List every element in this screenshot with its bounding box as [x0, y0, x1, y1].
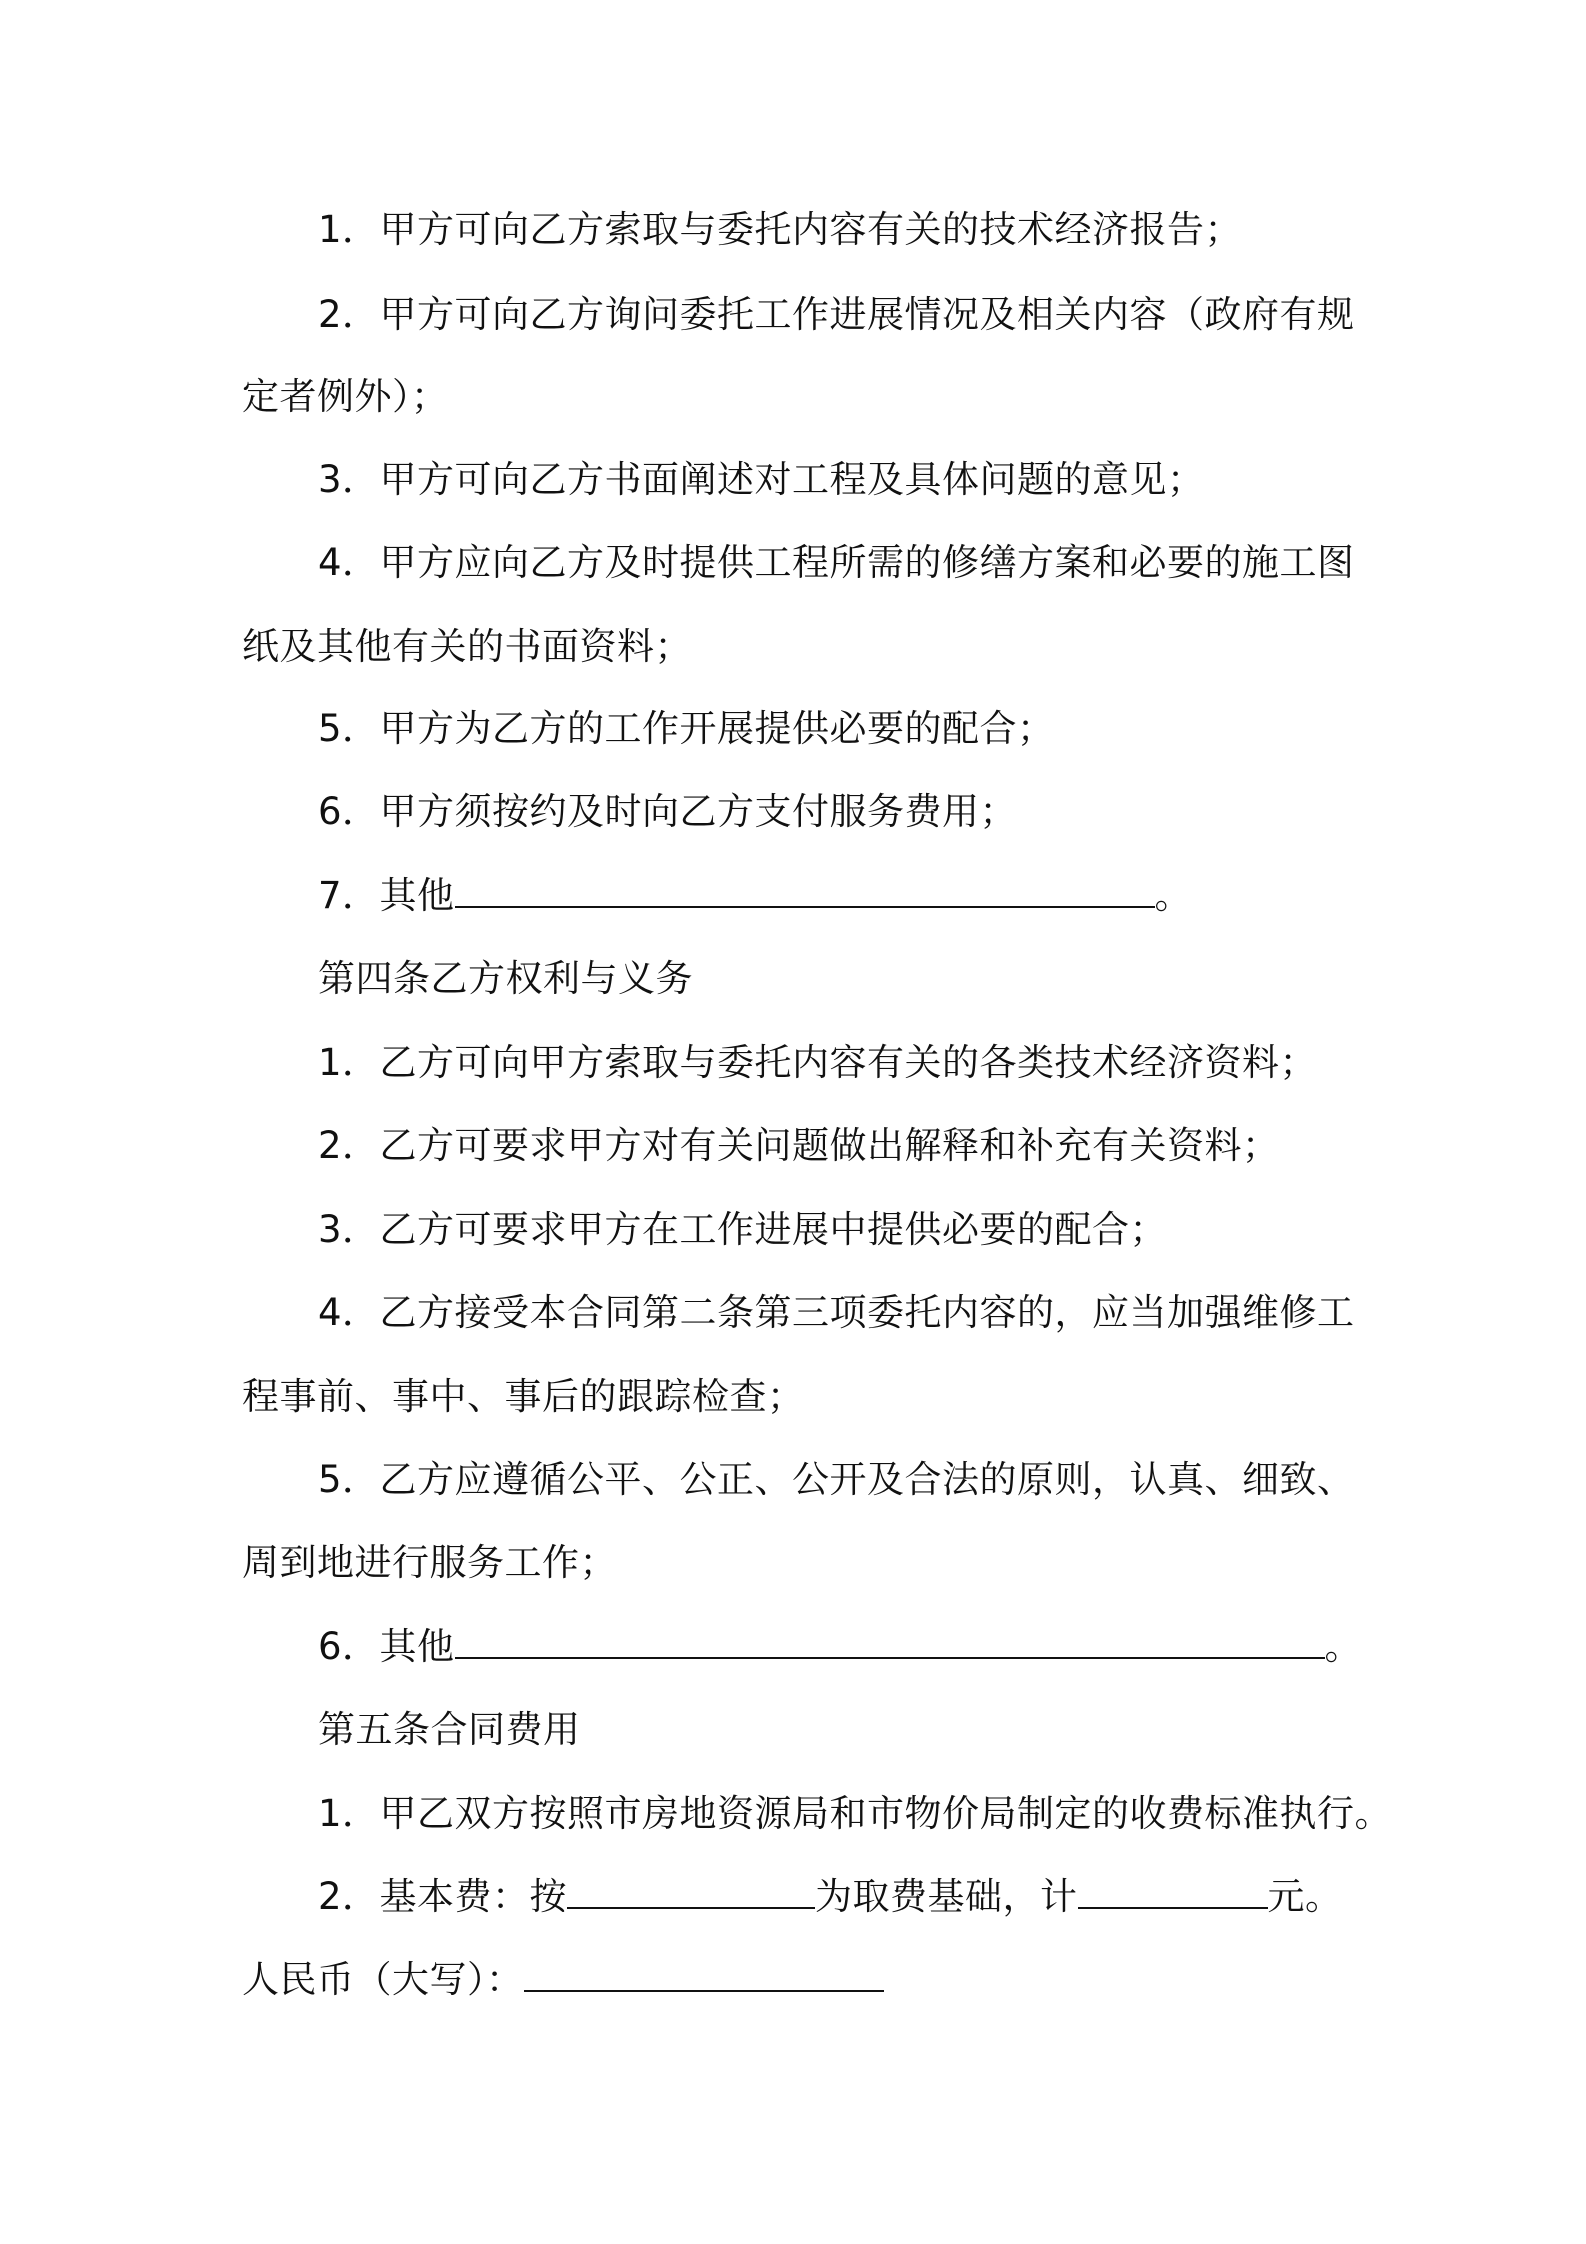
- paragraph-b-6: [242, 1622, 1498, 1672]
- fee-suffix: 元。: [1267, 1875, 1343, 1918]
- other-1-prefix: 7．其他: [318, 874, 455, 917]
- other-2-suffix: 。: [1324, 1625, 1363, 1668]
- paragraph-b-5: 5．乙方应遵循公平、公正、公开及合法的原则，认真、细致、: [318, 1458, 1355, 1501]
- paragraph-a-2: 2．甲方可向乙方询问委托工作进展情况及相关内容（政府有规: [318, 293, 1355, 336]
- other-2-blank: [455, 1627, 1325, 1659]
- paragraph-a-4: 4．甲方应向乙方及时提供工程所需的修缮方案和必要的施工图: [318, 541, 1355, 584]
- paragraph-c-2-cont: [242, 1955, 1422, 2005]
- paragraph-c-2: [242, 1872, 1498, 1922]
- paragraph-a-5: 5．甲方为乙方的工作开展提供必要的配合；: [318, 707, 1055, 750]
- paragraph-a-1: 1．甲方可向乙方索取与委托内容有关的技术经济报告；: [318, 208, 1243, 251]
- fee-middle: 为取费基础，计: [815, 1875, 1078, 1918]
- paragraph-c-1: 1．甲乙双方按照市房地资源局和市物价局制定的收费标准执行。: [318, 1792, 1393, 1835]
- other-2-prefix: 6．其他: [318, 1625, 455, 1668]
- fee-prefix: 2．基本费：按: [318, 1875, 568, 1918]
- article-5-heading: 第五条合同费用: [318, 1708, 581, 1751]
- fee-amount-blank: [1078, 1877, 1268, 1909]
- rmb-blank: [524, 1960, 884, 1992]
- paragraph-b-1: 1．乙方可向甲方索取与委托内容有关的各类技术经济资料；: [318, 1041, 1318, 1084]
- rmb-prefix: 人民币（大写）：: [242, 1958, 524, 2001]
- paragraph-b-5-cont: 周到地进行服务工作；: [242, 1541, 617, 1584]
- fee-basis-blank: [567, 1877, 815, 1909]
- paragraph-b-2: 2．乙方可要求甲方对有关问题做出解释和补充有关资料；: [318, 1124, 1280, 1167]
- paragraph-a-4-cont: 纸及其他有关的书面资料；: [242, 625, 692, 668]
- paragraph-a-7: [242, 871, 1498, 921]
- article-4-heading: 第四条乙方权利与义务: [318, 957, 693, 1000]
- paragraph-b-4-cont: 程事前、事中、事后的跟踪检查；: [242, 1375, 805, 1418]
- paragraph-a-3: 3．甲方可向乙方书面阐述对工程及具体问题的意见；: [318, 458, 1205, 501]
- other-1-suffix: 。: [1154, 874, 1193, 917]
- paragraph-b-4: 4．乙方接受本合同第二条第三项委托内容的，应当加强维修工: [318, 1291, 1355, 1334]
- paragraph-a-6: 6．甲方须按约及时向乙方支付服务费用；: [318, 790, 1018, 833]
- paragraph-b-3: 3．乙方可要求甲方在工作进展中提供必要的配合；: [318, 1208, 1168, 1251]
- paragraph-a-2-cont: 定者例外）；: [242, 375, 449, 418]
- other-1-blank: [455, 876, 1155, 908]
